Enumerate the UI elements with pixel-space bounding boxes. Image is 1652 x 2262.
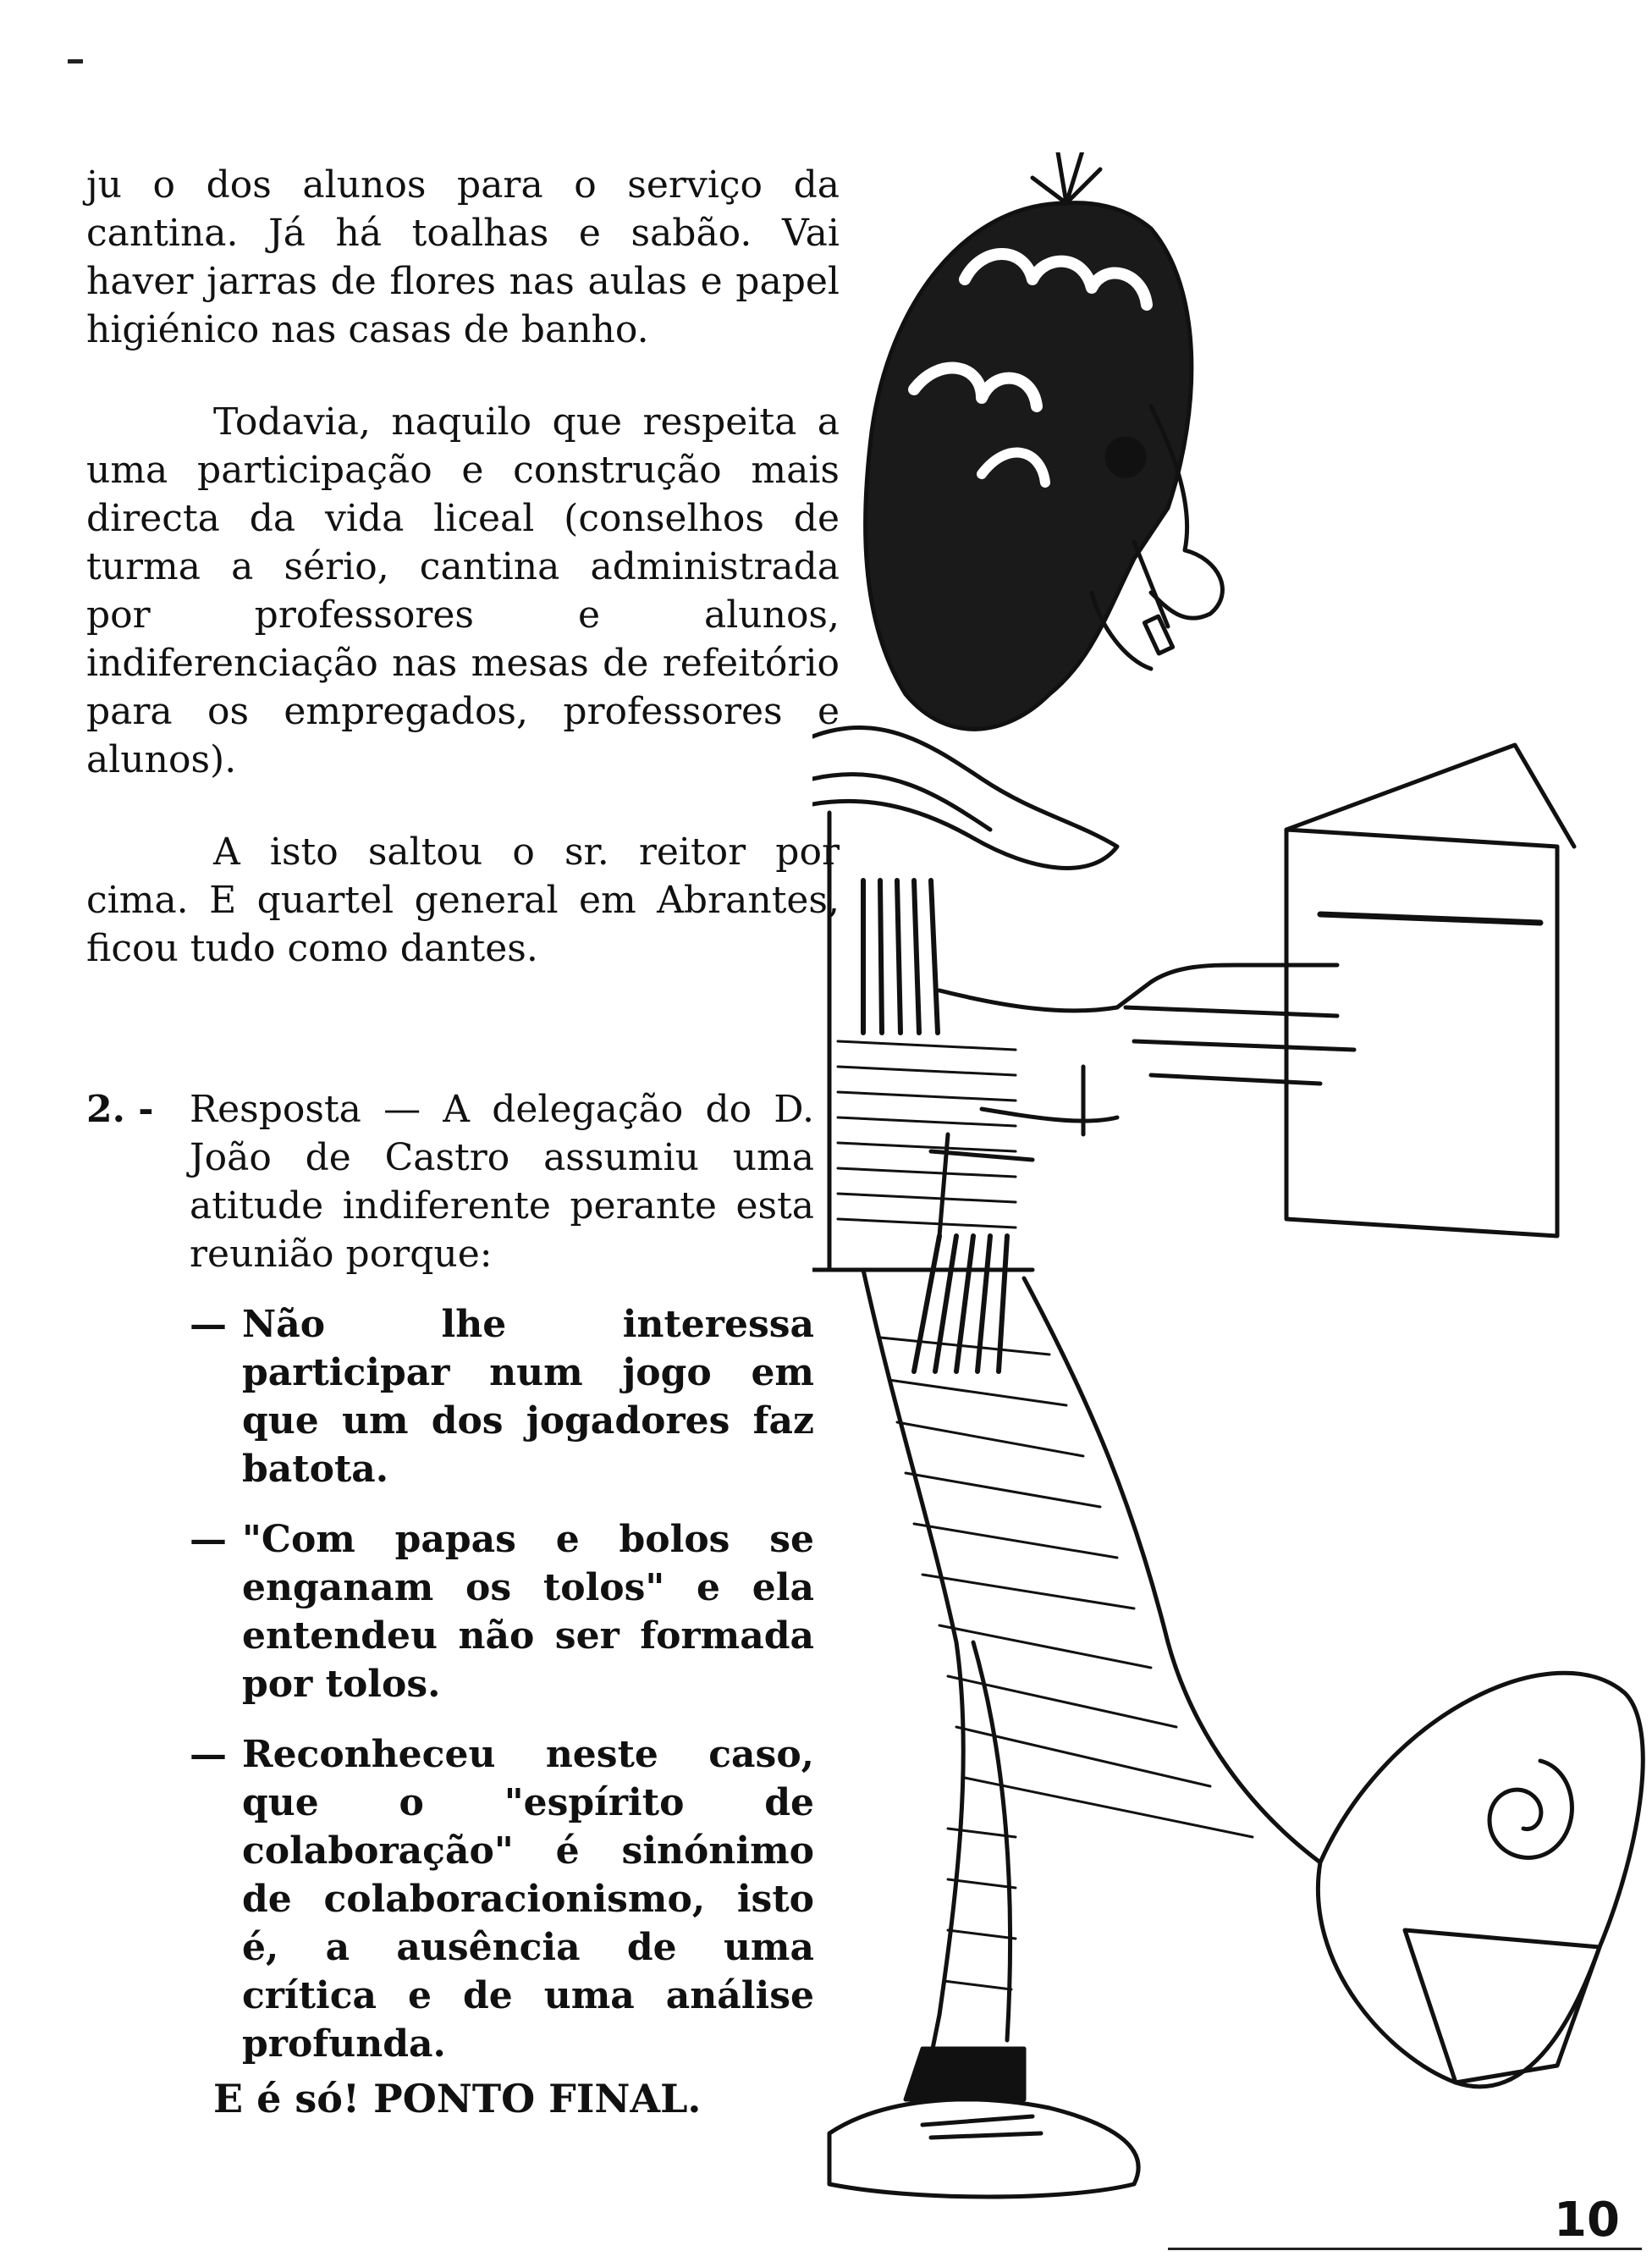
bullet-text: Não lhe interessa participar num jogo em que um dos jogadores faz batota. xyxy=(242,1303,814,1491)
answer-section xyxy=(86,1085,814,2068)
closing-line: E é só! PONTO FINAL. xyxy=(213,2076,702,2121)
bullet-dash: — xyxy=(190,1733,227,1776)
bullet-item xyxy=(86,1730,814,2068)
paragraph-1: ju o dos alunos para o serviço da cantina. Já há toalhas e sabão. Vai haver jarras de flores nas aulas e papel higiénico nas casas de banho. xyxy=(86,163,840,351)
answer-head xyxy=(86,1085,814,1278)
bullet-item xyxy=(86,1300,814,1493)
page-number: 10 xyxy=(1554,2193,1620,2248)
answer-number: 2. - xyxy=(86,1088,154,1131)
paragraph-2: Todavia, naquilo que respeita a uma participação e construção mais directa da vida liceal (conselhos de turma a sério, cantina administrada por professores e alunos, indiferenciação nas mesas de refeitório para os empregados, professores e alunos). xyxy=(86,400,840,781)
bullet-dash: — xyxy=(190,1518,227,1561)
caricature-student-drawing xyxy=(812,152,1652,2201)
answer-intro: Resposta — A delegação do D. João de Castro assumiu uma atitude indiferente perante esta reunião porque: xyxy=(190,1088,814,1276)
bullet-item xyxy=(86,1515,814,1708)
bullet-text: "Com papas e bolos se enganam os tolos" e ela entendeu não ser formada por tolos. xyxy=(242,1518,814,1706)
ink-speck xyxy=(68,59,83,63)
paragraph-3: A isto saltou o sr. reitor por cima. E quartel general em Abrantes, ficou tudo como dantes. xyxy=(86,830,840,970)
bullet-dash: — xyxy=(190,1303,227,1346)
caricature-svg xyxy=(812,152,1652,2201)
text-column xyxy=(86,161,840,973)
bottom-rule xyxy=(1168,2248,1642,2250)
bullet-text: Reconheceu neste caso, que o "espírito de colaboração" é sinónimo de colaboracionismo, isto é, a ausência de uma crítica e de uma análise profunda. xyxy=(242,1733,814,2066)
